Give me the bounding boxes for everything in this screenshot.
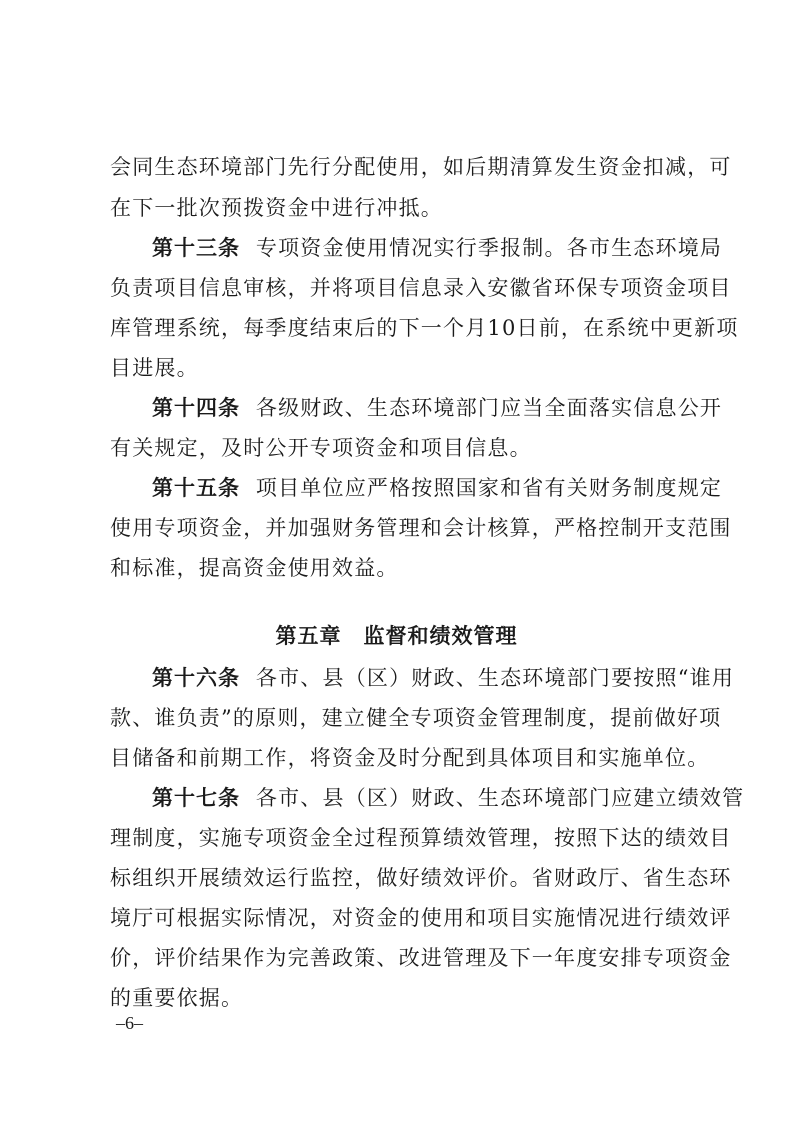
chapter-heading: 第五章 监督和绩效管理 [275, 624, 518, 648]
line-text: 会同生态环境部门先行分配使用，如后期清算发生资金扣减，可 [110, 155, 732, 179]
article-13-line [152, 233, 732, 263]
article-15-label: 第十五条 [152, 476, 240, 500]
body-line [110, 823, 732, 853]
body-line [110, 553, 690, 583]
line-text: 款、谁负责”的原则，建立健全专项资金管理制度，提前做好项 [110, 706, 722, 730]
article-13-label: 第十三条 [152, 236, 240, 260]
article-15-line [152, 473, 732, 503]
body-line [110, 943, 732, 973]
line-text: 有关规定，及时公开专项资金和项目信息。 [110, 436, 532, 460]
body-line [110, 273, 732, 303]
line-text: 价，评价结果作为完善政策、改进管理及下一年度安排专项资金 [110, 946, 732, 970]
line-text: 在下一批次预拨资金中进行冲抵。 [110, 196, 443, 220]
line-text: 项目单位应严格按照国家和省有关财务制度规定 [255, 476, 723, 500]
body-line [110, 193, 690, 223]
line-text: 理制度，实施专项资金全过程预算绩效管理，按照下达的绩效目 [110, 826, 732, 850]
article-14-line [152, 393, 732, 423]
article-17-label: 第十七条 [152, 786, 240, 810]
line-text: 负责项目信息审核，并将项目信息录入安徽省环保专项资金项目 [110, 276, 732, 300]
line-text: 目储备和前期工作，将资金及时分配到具体项目和实施单位。 [110, 746, 710, 770]
article-16-line [152, 663, 735, 693]
line-text: 标组织开展绩效运行监控，做好绩效评价。省财政厅、省生态环 [110, 866, 732, 890]
line-text: 库管理系统，每季度结束后的下一个月10日前，在系统中更新项 [110, 316, 739, 340]
body-line [110, 703, 722, 733]
article-14-label: 第十四条 [152, 396, 240, 420]
body-line [110, 903, 732, 933]
body-line [110, 863, 732, 893]
body-line [110, 743, 710, 773]
body-line [110, 433, 690, 463]
line-text: 专项资金使用情况实行季报制。各市生态环境局 [255, 236, 723, 260]
line-text: 和标准，提高资金使用效益。 [110, 556, 399, 580]
page-number: –6– [116, 1013, 143, 1033]
body-line [110, 513, 732, 543]
article-16-label: 第十六条 [152, 666, 240, 690]
line-text: 使用专项资金，并加强财务管理和会计核算，严格控制开支范围 [110, 516, 732, 540]
line-text: 目进展。 [110, 356, 199, 380]
body-line [110, 313, 739, 343]
article-17-line [152, 783, 745, 813]
line-text: 境厅可根据实际情况，对资金的使用和项目实施情况进行绩效评 [110, 906, 732, 930]
line-text: 各级财政、生态环境部门应当全面落实信息公开 [255, 396, 723, 420]
line-text: 各市、县（区）财政、生态环境部门要按照“谁用 [255, 666, 735, 690]
body-line [110, 983, 690, 1013]
body-line [110, 152, 732, 182]
line-text: 各市、县（区）财政、生态环境部门应建立绩效管 [255, 786, 745, 810]
line-text: 的重要依据。 [110, 986, 244, 1010]
body-line [110, 353, 690, 383]
